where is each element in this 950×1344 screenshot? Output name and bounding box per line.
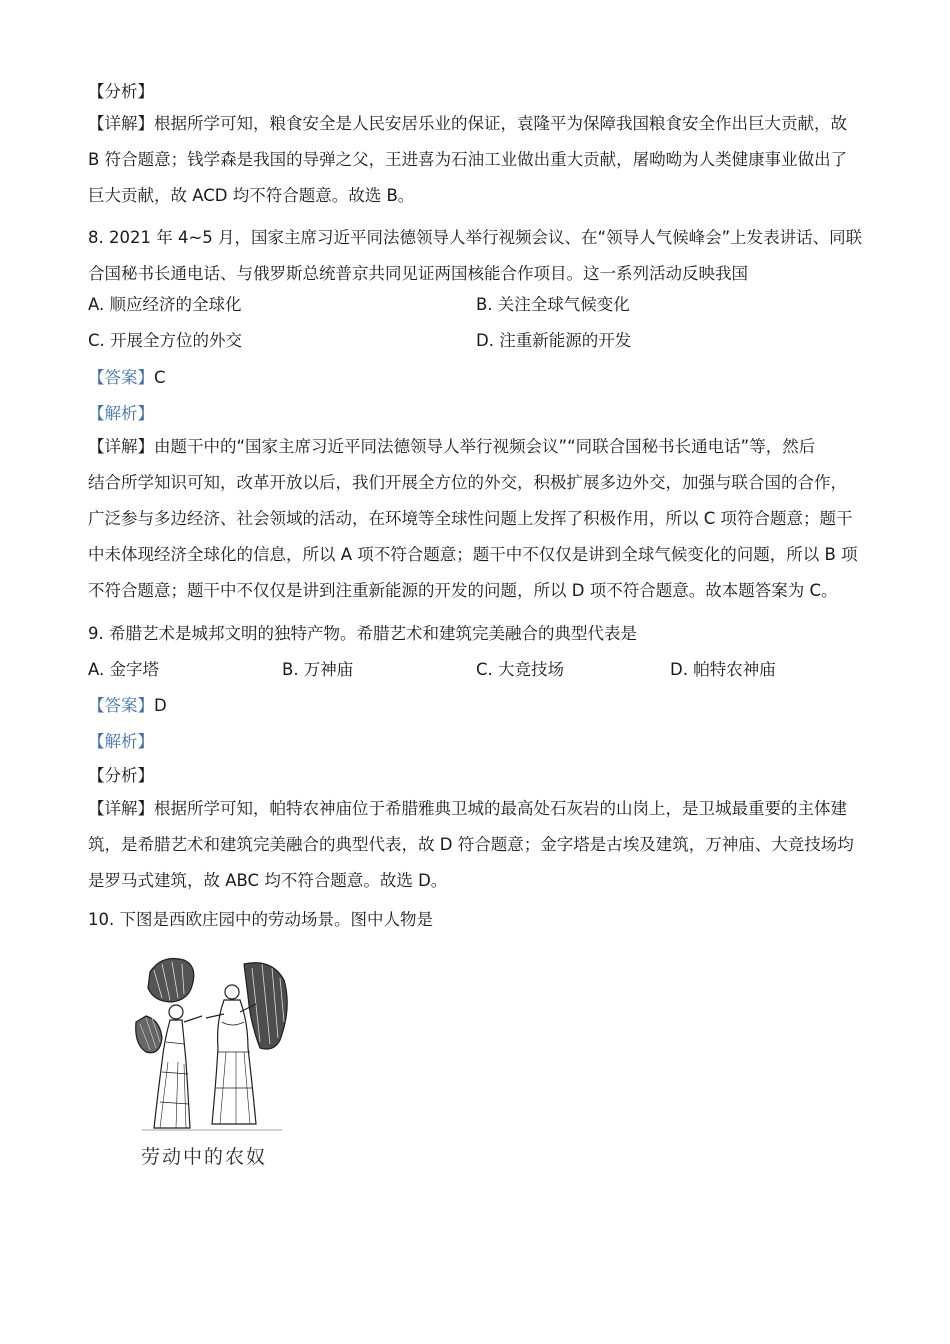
q9-detail-line1: 根据所学可知，帕特农神庙位于希腊雅典卫城的最高处石灰岩的山岗上，是卫城最重要的主体建: [154, 799, 847, 818]
q9-options-row: [88, 658, 776, 682]
q8-answer-value: C: [154, 368, 166, 387]
figure-caption: 劳动中的农奴: [141, 1146, 268, 1168]
q8-stem: [88, 220, 868, 292]
serf-labor-illustration: [132, 952, 292, 1174]
q8-answer-label: 【答案】: [88, 368, 154, 387]
q7-analysis-label: 【分析】: [88, 82, 154, 101]
q9-detail-label: 【详解】: [88, 799, 154, 818]
q9-answer-value: D: [154, 696, 167, 715]
q9-analysis-label: 【分析】: [88, 766, 154, 785]
q7-detail-line2: B 符合题意；钱学森是我国的导弹之父，王进喜为石油工业做出重大贡献，屠呦呦为人类健康事业做出了: [88, 150, 848, 169]
q8-detail-line2: 结合所学知识可知，改革开放以后，我们开展全方位的外交，积极扩展多边外交，加强与联合国的合作，: [88, 473, 847, 492]
q9-option-a: A. 金字塔: [88, 660, 159, 679]
q9-option-c: C. 大竞技场: [476, 660, 565, 679]
q8-detail-line1: 由题干中的“国家主席习近平同法德领导人举行视频会议”“同联合国秘书长通电话”等，然后: [154, 437, 816, 456]
q9-detail: [88, 791, 868, 899]
q9-detail-line2: 筑，是希腊艺术和建筑完美融合的典型代表，故 D 符合题意；金字塔是古埃及建筑，万神庙、大竞技场均: [88, 835, 854, 854]
q9-stem: 9. 希腊艺术是城邦文明的独特产物。希腊艺术和建筑完美融合的典型代表是: [88, 624, 637, 643]
q10-stem: 10. 下图是西欧庄园中的劳动场景。图中人物是: [88, 910, 433, 929]
q9-explain-label: 【解析】: [88, 732, 154, 751]
serf-illustration-svg: [132, 952, 292, 1142]
q9-answer-label: 【答案】: [88, 696, 154, 715]
q8-option-a: A. 顺应经济的全球化: [88, 295, 242, 314]
q7-detail-label: 【详解】: [88, 114, 154, 133]
right-serf-figure: [206, 963, 287, 1124]
q8-answer: [88, 366, 166, 390]
q7-detail-line3: 巨大贡献，故 ACD 均不符合题意。故选 B。: [88, 186, 415, 205]
q8-options-row2: [88, 329, 631, 353]
q7-detail-line1: 根据所学可知，粮食安全是人民安居乐业的保证，袁隆平为保障我国粮食安全作出巨大贡献，故: [154, 114, 847, 133]
q8-option-c: C. 开展全方位的外交: [88, 331, 243, 350]
q8-detail-line4: 中未体现经济全球化的信息，所以 A 项不符合题意；题干中不仅仅是讲到全球气候变化的问题，所以 B 项: [88, 545, 858, 564]
q9-detail-line3: 是罗马式建筑，故 ABC 均不符合题意。故选 D。: [88, 871, 448, 890]
q8-options-row1: [88, 293, 630, 317]
q9-option-d: D. 帕特农神庙: [670, 660, 776, 679]
q9-answer: [88, 694, 167, 718]
q8-detail: [88, 429, 868, 609]
left-serf-figure: [136, 959, 202, 1129]
q8-option-d: D. 注重新能源的开发: [476, 331, 632, 350]
q8-detail-line5: 不符合题意；题干中不仅仅是讲到注重新能源的开发的问题，所以 D 项不符合题意。故本题答案为 C。: [88, 581, 838, 600]
q8-detail-label: 【详解】: [88, 437, 154, 456]
q8-detail-line3: 广泛参与多边经济、社会领域的活动，在环境等全球性问题上发挥了积极作用，所以 C 项符合题意；题干: [88, 509, 853, 528]
q8-explain-label: 【解析】: [88, 404, 154, 423]
q7-detail: [88, 106, 868, 214]
q8-stem-line1: 8. 2021 年 4~5 月，国家主席习近平同法德领导人举行视频会议、在“领导人气候峰会”上发表讲话、同联: [88, 228, 863, 247]
q8-option-b: B. 关注全球气候变化: [476, 295, 630, 314]
q8-stem-line2: 合国秘书长通电话、与俄罗斯总统普京共同见证两国核能合作项目。这一系列活动反映我国: [88, 264, 748, 283]
q9-option-b: B. 万神庙: [282, 660, 354, 679]
